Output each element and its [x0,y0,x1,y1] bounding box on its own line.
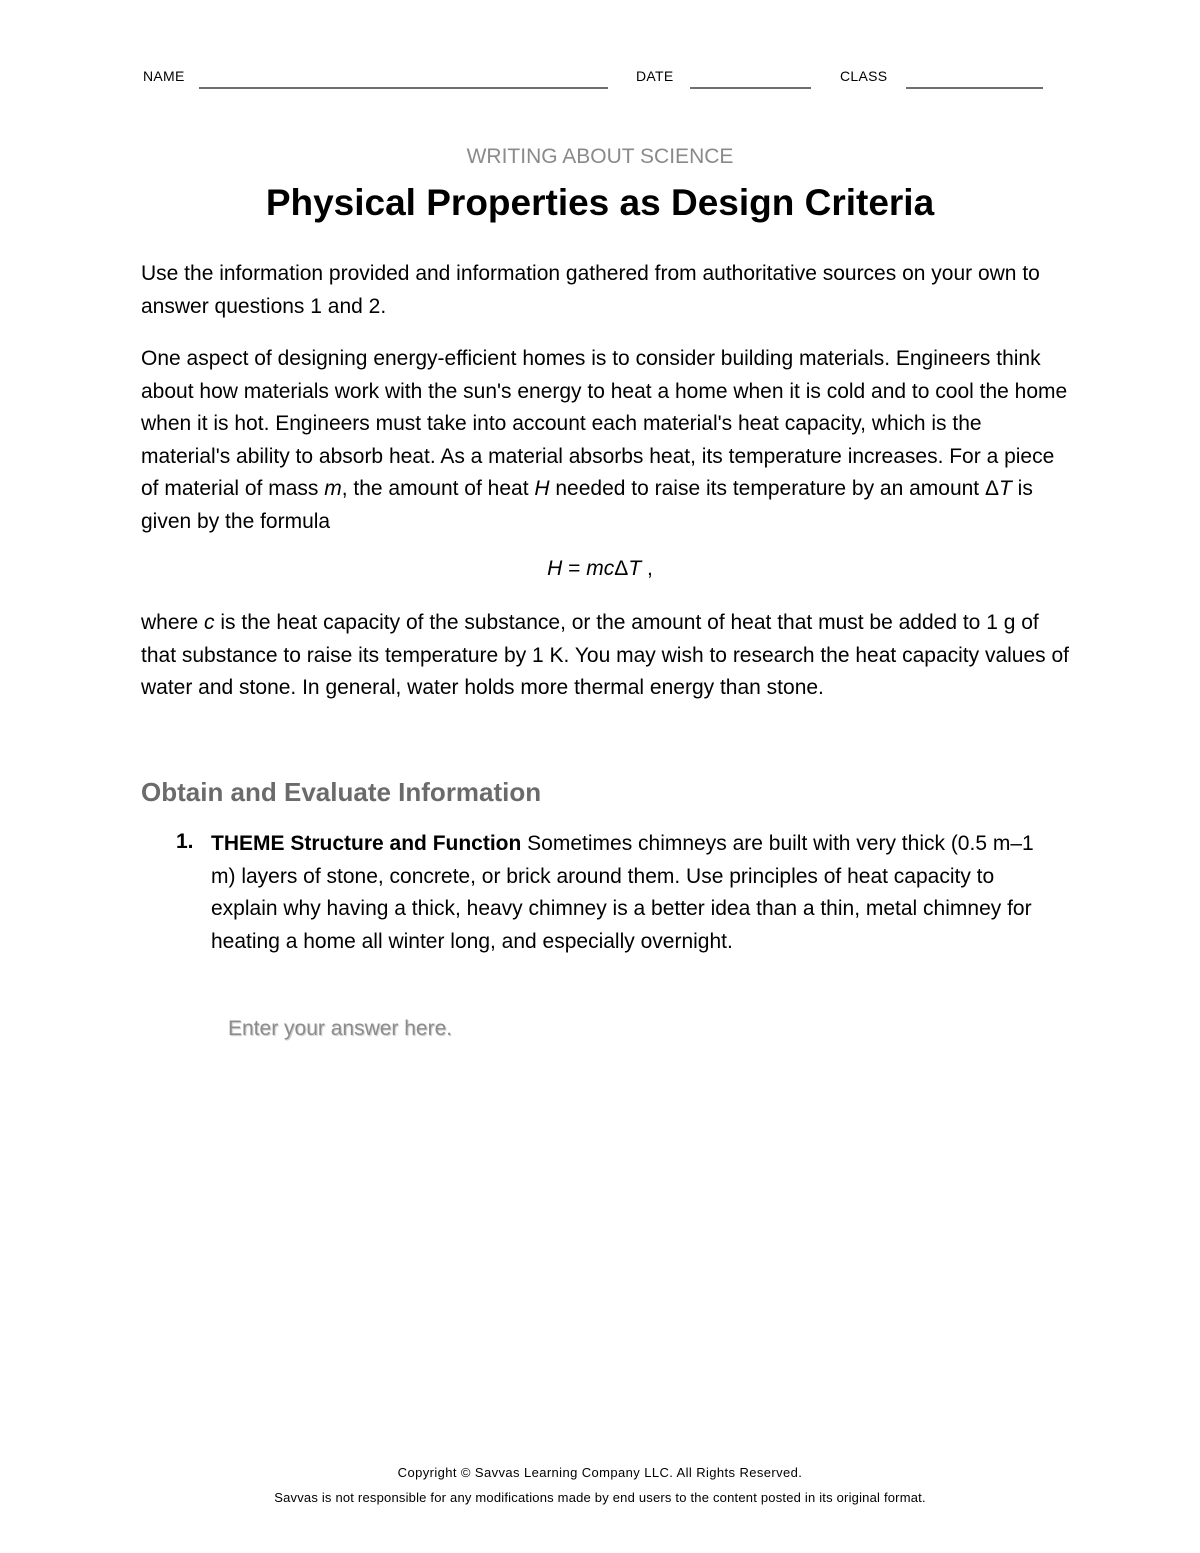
name-field-line[interactable] [199,87,608,89]
page-title: Physical Properties as Design Criteria [265,182,935,223]
class-field-line[interactable] [906,87,1043,89]
intro-paragraph: Use the information provided and information gathered from authoritative sources on your own to answer questions 1 and 2. [141,262,1040,318]
body-paragraph-1: One aspect of designing energy-efficient homes is to consider building materials. Engineers think about how materials work with the sun's energy to heat a home when it is cold and to cool the home when it is hot. Engineers must take into account each material's heat capacity, which is the material's ability to absorb heat. As a material absorbs heat, its temperature increases. For a piece of material of mass m, the amount of heat H needed to raise its temperature by an amount ΔT is given by the formula [141,347,1068,533]
answer-input[interactable]: Enter your answer here. [228,1017,453,1040]
question-number: 1. [176,830,194,853]
question-text: THEME Structure and Function Sometimes chimneys are built with very thick (0.5 m–1 m) layers of stone, concrete, or brick around them. Use principles of heat capacity to explain why having a thick, heavy chimney is a better idea than a thin, metal chimney for heating a home all winter long, and especially overnight. [211,832,1034,953]
question-theme: THEME Structure and Function [211,832,522,855]
footer-disclaimer: Savvas is not responsible for any modifications made by end users to the content posted in its original format. [274,1490,926,1505]
name-label: NAME [143,68,185,84]
footer-copyright: Copyright © Savvas Learning Company LLC. All Rights Reserved. [397,1465,803,1480]
class-label: CLASS [840,68,888,84]
body-paragraph-2: where c is the heat capacity of the substance, or the amount of heat that must be added to 1 g of that substance to raise its temperature by 1 K. You may wish to research the heat capacity values of water and stone. In general, water holds more thermal energy than stone. [141,611,1070,699]
date-label: DATE [636,68,674,84]
date-field-line[interactable] [690,87,811,89]
section-kicker: WRITING ABOUT SCIENCE [466,145,734,168]
section-heading: Obtain and Evaluate Information [141,777,542,807]
heat-formula: H = mcΔT , [547,557,653,580]
